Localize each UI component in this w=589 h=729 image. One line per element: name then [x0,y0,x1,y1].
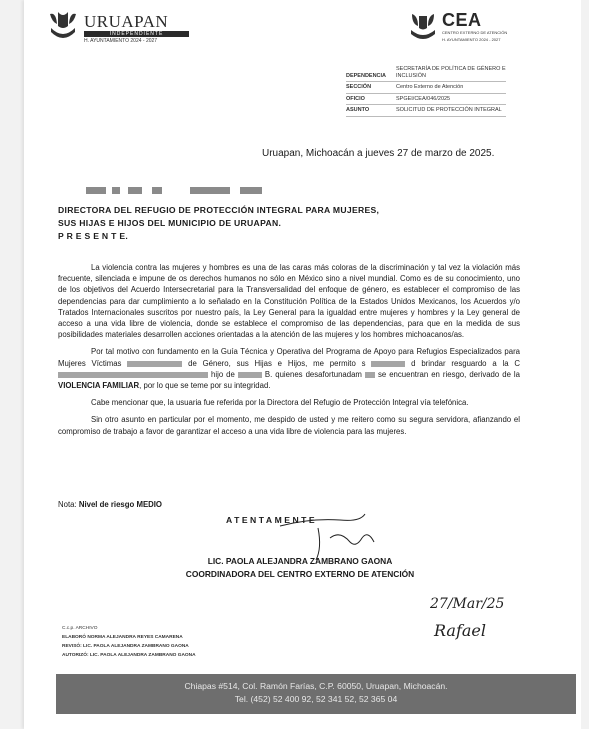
redaction-block [112,187,120,194]
redaction-block [128,187,142,194]
ccp-line: ELABORÓ NORMA ALEJANDRA REYES CAMARENA [62,635,183,640]
redaction-block [240,187,262,194]
footer-address: Chiapas #514, Col. Ramón Farías, C.P. 60050, Uruapan, Michoacán. [184,681,448,691]
ccp-line: AUTORIZÓ: LIC. PAOLA ALEJANDRA ZAMBRANO GAONA [62,653,196,658]
paragraph-4: Sin otro asunto en particular por el momento, me despido de usted y me reitero como su segura servidora, afianzando el compromiso de trabajo a favor de garantizar el acceso a una vida libre de violencia para las mujeres. [58,415,520,436]
uruapan-emblem-icon [48,10,78,42]
meta-key: DEPENDENCIA [346,72,387,79]
letter-body [58,262,520,443]
signer-name: LIC. PAOLA ALEJANDRA ZAMBRANO GAONA [207,556,393,566]
redaction-block [365,372,375,378]
risk-note-value: Nivel de riesgo MEDIO [78,500,163,509]
document-meta-table [346,64,506,117]
risk-note-label: Nota: [58,500,77,509]
meta-key: ASUNTO [346,107,370,113]
paragraph-2-text-b: de Género, sus Hijas e Hijos, me permito s [188,358,366,368]
cea-emblem-icon [408,12,438,42]
date-line: Uruapan, Michoacán a jueves 27 de marzo de 2025. [262,148,495,159]
handwritten-date: 27/Mar/25 [430,596,505,612]
cea-logo-subtitle: H. AYUNTAMIENTO 2024 - 2027 [442,37,501,42]
redaction-block [86,187,106,194]
meta-value: SPGEI/CEA/046/2025 [396,95,451,102]
uruapan-logo-subtitle: H. AYUNTAMIENTO 2024 - 2027 [84,38,158,44]
footer-phone: Tel. (452) 52 400 92, 52 341 52, 52 365 04 [234,694,398,704]
uruapan-logo-name: URUAPAN [84,12,169,31]
paragraph-2-text-d: hijo de [211,369,235,379]
paragraph-2-text-e: B. quienes desafortunadam [264,369,362,379]
redaction-block [127,361,182,367]
meta-key: SECCIÓN [346,84,372,90]
meta-key: OFICIO [346,95,365,102]
uruapan-logo [48,10,198,44]
meta-value: Centro Externo de Atención [396,84,464,90]
addressee-line-1: DIRECTORA DEL REFUGIO DE PROTECCIÓN INTEGRAL PARA MUJERES, [58,205,380,215]
redaction-block [58,372,208,378]
redaction-block [238,372,262,378]
addressee-block [58,204,379,243]
paragraph-2-text-c: d brindar resguardo a la C [411,358,521,368]
closing: ATENTAMENTE [226,515,318,525]
redaction-block [190,187,230,194]
paragraph-3: Cabe mencionar que, la usuaria fue referida por la Directora del Refugio de Protección Integral vía telefónica. [91,398,469,408]
footer-band [56,674,576,714]
paragraph-2-text-g: , por lo que se teme por su integridad. [139,381,271,391]
ccp-lead: C.c.p. ARCHIVO [62,626,98,631]
signer-title: COORDINADORA DEL CENTRO EXTERNO DE ATENCIÓN [185,569,415,579]
ccp-line: REVISÓ: LIC. PAOLA ALEJANDRA ZAMBRANO GAONA [62,644,189,649]
addressee-line-3: P R E S E N T E. [58,231,129,241]
redaction-block [371,361,405,367]
paragraph-2-text-a: Por tal motivo con fundamento en la Guía Técnica y Operativa del Programa de Apoyo para Refugios Especializados para Mujeres Víctimas [58,347,520,368]
paragraph-1: La violencia contra las mujeres y hombres es una de las caras más coloras de la discriminación y tal vez la violación más frecuente, silenciada e impune de os derechos humanos no sólo en México sino a nivel mundial. Como es de su conocimiento, uno de los objetivos del Acuerdo Intersecretarial para la Transversalidad del enfoque de género, es establecer el compromiso de las dependencias para dar cumplimiento a lo señalado en la Constitución Política de la Estados Unidos Mexicanos, los Acuerdos y/o Tratados Internacionales suscritos por nuestro país, la Ley General para la igualdad entre mujeres y hombres y la Ley general de acceso a una vida libre de violencia, donde se establece el compromiso de las dependencias, para que en la medida de sus posibilidades materiales desarrollen acciones orientadas a la atención de las mujeres y los hombres michoacanos/as. [58,263,520,340]
redaction-block [152,187,162,194]
cea-logo-name: CEA [442,10,482,30]
cea-logo-tagline: CENTRO EXTERNO DE ATENCIÓN [442,30,508,35]
meta-row-dependencia [346,64,506,82]
risk-note [58,500,162,509]
ccp-block [62,624,196,660]
meta-value: SOLICITUD DE PROTECCIÓN INTEGRAL [396,107,502,113]
meta-row-oficio [346,94,506,106]
signer-block [150,555,450,581]
handwritten-receipt [420,590,530,650]
addressee-line-2: SUS HIJAS E HIJOS DEL MUNICIPIO DE URUAPAN. [58,218,282,228]
uruapan-logo-tagline: INDEPENDIENTE [84,31,189,37]
meta-row-seccion [346,82,506,94]
meta-row-asunto [346,105,506,117]
meta-value: SECRETARÍA DE POLÍTICA DE GÉNERO E INCLUSIÓN [396,66,506,79]
paragraph-2 [58,346,520,391]
paragraph-2-bold: VIOLENCIA FAMILIAR [58,381,140,391]
cea-logo [408,10,528,44]
paragraph-2-text-f: se encuentran en riesgo, derivado de la [377,369,520,379]
handwritten-name: Rafael [434,621,486,640]
